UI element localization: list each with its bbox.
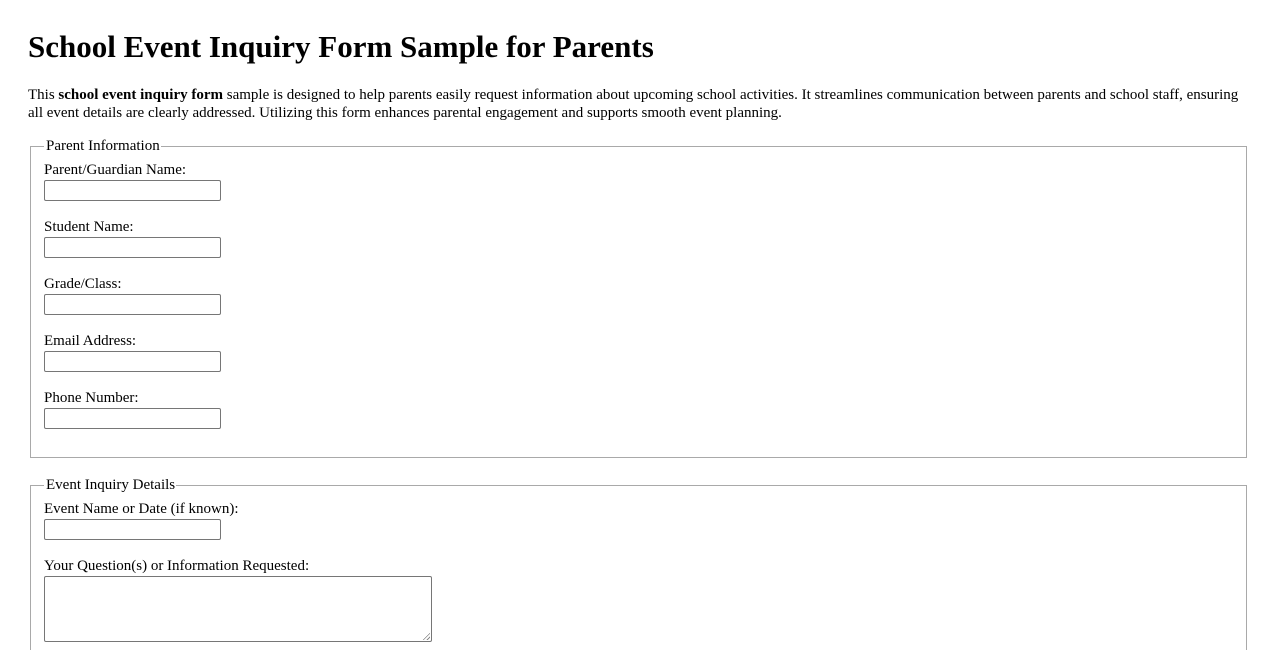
- email-address-label: Email Address:: [44, 333, 137, 349]
- event-inquiry-details-fieldset: [30, 477, 1247, 650]
- question-textarea[interactable]: [44, 576, 432, 642]
- intro-text-end: sample is designed to help parents easily request information about upcoming school activities. It streamlines communication between parents and school staff, ensuring all event details are clearly addressed. Utilizing this form enhances parental engagement and supports smooth event planning.: [28, 87, 1239, 121]
- phone-number-input[interactable]: [44, 408, 221, 429]
- parent-guardian-name-label: Parent/Guardian Name:: [44, 162, 187, 178]
- parent-guardian-name-input[interactable]: [44, 180, 221, 201]
- intro-bold-phrase: school event inquiry form: [58, 87, 223, 103]
- question-label: Your Question(s) or Information Requested:: [44, 558, 310, 574]
- student-name-label: Student Name:: [44, 219, 134, 235]
- page-title: School Event Inquiry Form Sample for Parents: [28, 29, 654, 64]
- event-name-date-label: Event Name or Date (if known):: [44, 501, 239, 517]
- parent-information-legend: Parent Information: [46, 138, 160, 154]
- intro-text-start: This: [28, 87, 59, 103]
- parent-information-fieldset: [30, 138, 1247, 458]
- resize-grip-icon[interactable]: [422, 632, 430, 640]
- grade-class-label: Grade/Class:: [44, 276, 122, 292]
- email-address-input[interactable]: [44, 351, 221, 372]
- grade-class-input[interactable]: [44, 294, 221, 315]
- student-name-input[interactable]: [44, 237, 221, 258]
- event-name-date-input[interactable]: [44, 519, 221, 540]
- intro-paragraph: [28, 86, 1250, 122]
- phone-number-label: Phone Number:: [44, 390, 139, 406]
- event-inquiry-details-legend: Event Inquiry Details: [46, 477, 176, 493]
